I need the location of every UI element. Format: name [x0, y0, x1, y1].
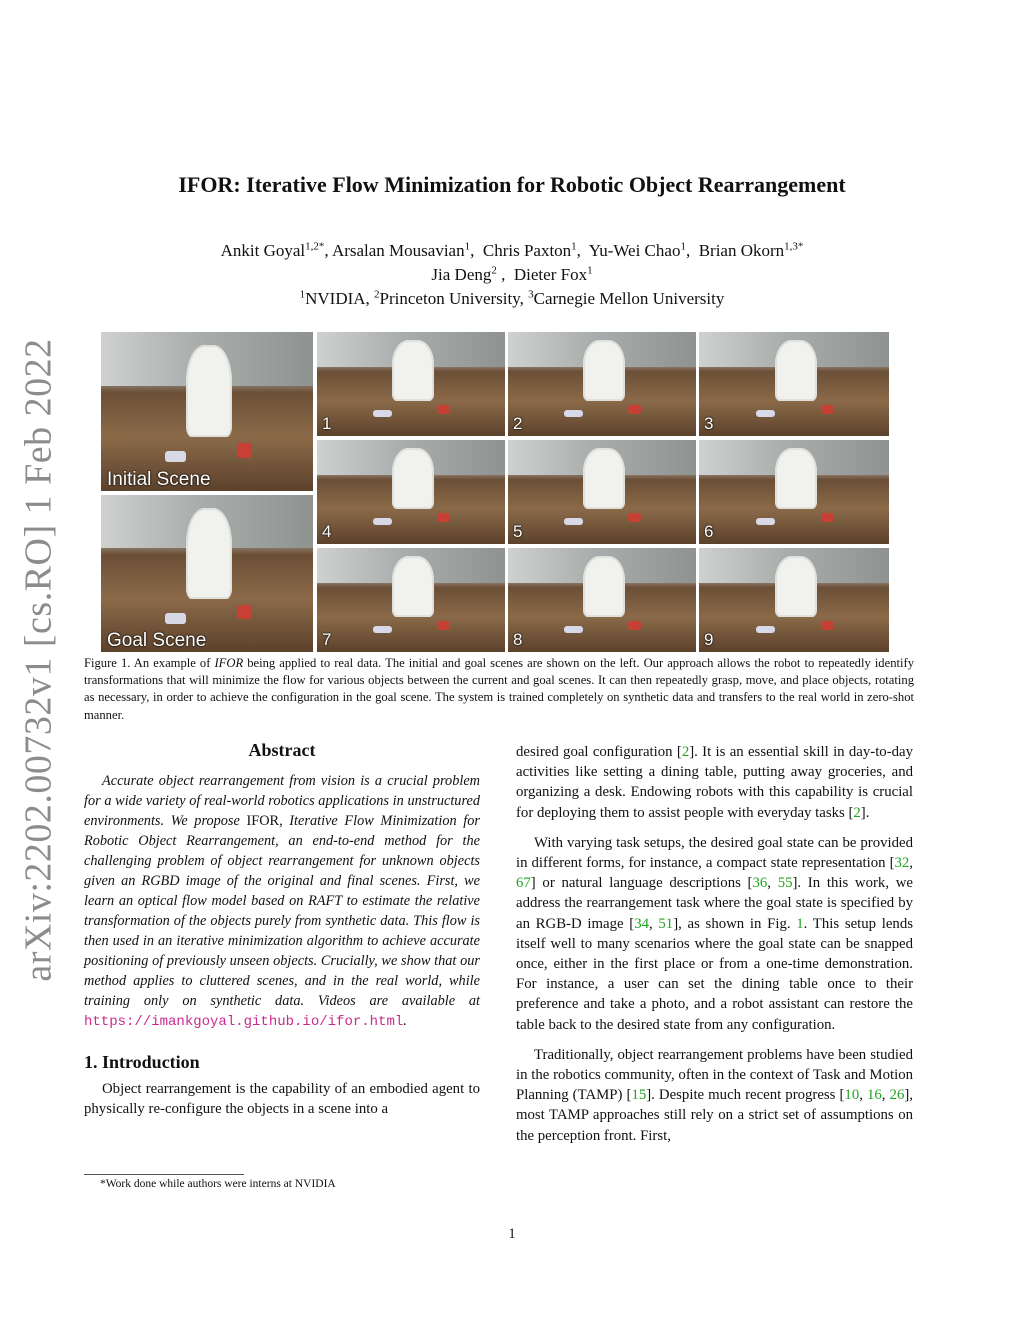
citation-link[interactable]: 32 [894, 855, 910, 872]
author: Arsalan Mousavian [331, 241, 465, 260]
step-photo [699, 548, 889, 652]
citation-link[interactable]: 16 [866, 1087, 882, 1104]
abstract-heading: Abstract [248, 740, 316, 760]
step-photo [317, 548, 505, 652]
step-photo [699, 440, 889, 544]
step-number: 6 [704, 522, 714, 541]
figure-1 [101, 332, 889, 652]
citation-link[interactable]: 2 [853, 804, 861, 821]
author-line-1: Ankit Goyal$^{1,2*}$, Arsalan Mousavian$^1$, Chris Paxton$^1$, Yu-Wei Chao$^1$, Brian Okorn$^{1,3*}$ [220, 240, 804, 260]
paragraph: Traditionally, object rearrangement problems have been studied in the robotics community, often in the context of Task and Motion Planning (TAMP) [15]. Despite much recent progress [10, 16, 26], most TAMP approaches still rely on a strict set of assumptions on the perception front. First, [516, 1046, 913, 1144]
footnote-rule [84, 1174, 244, 1175]
step-photo [508, 332, 696, 436]
project-link[interactable]: https://imankgoyal.github.io/ifor.html [84, 1014, 404, 1030]
citation-link[interactable]: 67 [516, 875, 531, 892]
initial-scene-label: Initial Scene [107, 469, 211, 490]
arxiv-stamp [8, 338, 70, 982]
step-photo [317, 332, 505, 436]
author: Brian Okorn [698, 241, 785, 260]
figure-caption: Figure 1. An example of IFOR being applied to real data. The initial and goal scenes are shown on the left. Our approach allows the robot to repeatedly identify transformations that will minimize the flow for various objects between the current and goal scenes. It can then repeatedly grasp, move, and place objects, rotating as necessary, in order to achieve the configuration in the goal scene. The system is trained completely on synthetic data and transfers to the real world in zero-shot manner. [84, 656, 914, 722]
footnote: *Work done while authors were interns at NVIDIA [100, 1178, 336, 1190]
step-photo [508, 440, 696, 544]
citation-link[interactable]: 10 [844, 1087, 860, 1104]
step-photo [508, 548, 696, 652]
author: Jia Deng [431, 265, 492, 284]
step-number: 2 [513, 414, 523, 433]
affiliations: $^1$NVIDIA, $^2$Princeton University, $^3$Carnegie Mellon University [299, 288, 725, 308]
author-line-2: Jia Deng$^2$ , Dieter Fox$^1$ [431, 264, 593, 284]
initial-scene-photo [101, 332, 313, 491]
paragraph: desired goal configuration [2]. It is an essential skill in day-to-day activities like setting a dining table, putting away groceries, and organizing a desk. Endowing robots with this capability is crucial for deploying them to assist people with everyday tasks [2]. [516, 744, 913, 821]
paragraph: With varying task setups, the desired goal state can be provided in different forms, for instance, a compact state representation [32, 67] or natural language descriptions [36, 55]. In this work, we address the rearrangement task where the goal state is specified by an RGB-D image [34, 51], as shown in Fig. 1. This setup lends itself well to many scenarios where the goal state can be snapped once, either in the first place or from a one-time demonstration. For instance, a user can set the dining table once to their preference and take a photo, and a robot assistant can restore the table back to the desired state from any configuration. [516, 834, 913, 1033]
author: Dieter Fox [513, 265, 588, 284]
left-column [84, 740, 480, 1129]
author: Ankit Goyal [220, 241, 306, 260]
intro-paragraph: Object rearrangement is the capability of an embodied agent to physically re-configure the objects in a scene into a [84, 1081, 480, 1118]
goal-scene-label: Goal Scene [107, 630, 207, 651]
figure-link[interactable]: 1 [796, 915, 804, 932]
step-number: 9 [704, 630, 714, 649]
step-number: 3 [704, 414, 714, 433]
right-column [516, 742, 913, 1156]
step-number: 1 [322, 414, 332, 433]
abstract-text: Accurate object rearrangement from vision is a crucial problem for a wide variety of real-world robotics applications in unstructured environments. We propose IFOR, Iterative Flow Minimization for Robotic Object Rearrangement, an end-to-end method for the challenging problem of object rearrangement for unknown objects given an RGBD image of the original and final scenes. First, we learn an optical flow model based on RAFT to estimate the relative transformation of the objects purely from synthetic data. This flow is then used in an iterative minimization algorithm to achieve accurate positioning of previously unseen objects. Crucially, we show that our method applies to cluttered scenes, and in the real world, while training only on synthetic data. Videos are available at https://imankgoyal.github.io/ifor.html. [84, 773, 480, 1030]
citation-link[interactable]: 15 [631, 1087, 647, 1104]
citation-link[interactable]: 34 [634, 915, 649, 932]
page-number: 1 [508, 1226, 516, 1242]
citation-link[interactable]: 36 [752, 875, 768, 892]
author: Chris Paxton [482, 241, 572, 260]
citation-link[interactable]: 2 [681, 744, 690, 760]
step-number: 7 [322, 630, 332, 649]
step-photo [317, 440, 505, 544]
goal-scene-photo [101, 495, 313, 652]
paper-title: IFOR: Iterative Flow Minimization for Robotic Object Rearrangement [178, 172, 846, 197]
step-number: 8 [513, 630, 523, 649]
author: Yu-Wei Chao [588, 241, 681, 260]
citation-link[interactable]: 26 [889, 1087, 905, 1104]
step-photo [699, 332, 889, 436]
citation-link[interactable]: 51 [658, 915, 674, 932]
arxiv-id: arXiv:2202.00732v1 [cs.RO] 1 Feb 2022 [18, 338, 60, 982]
citation-link[interactable]: 55 [777, 875, 793, 892]
introduction-heading: 1. Introduction [84, 1052, 200, 1072]
step-number: 5 [513, 522, 523, 541]
step-number: 4 [322, 522, 332, 541]
